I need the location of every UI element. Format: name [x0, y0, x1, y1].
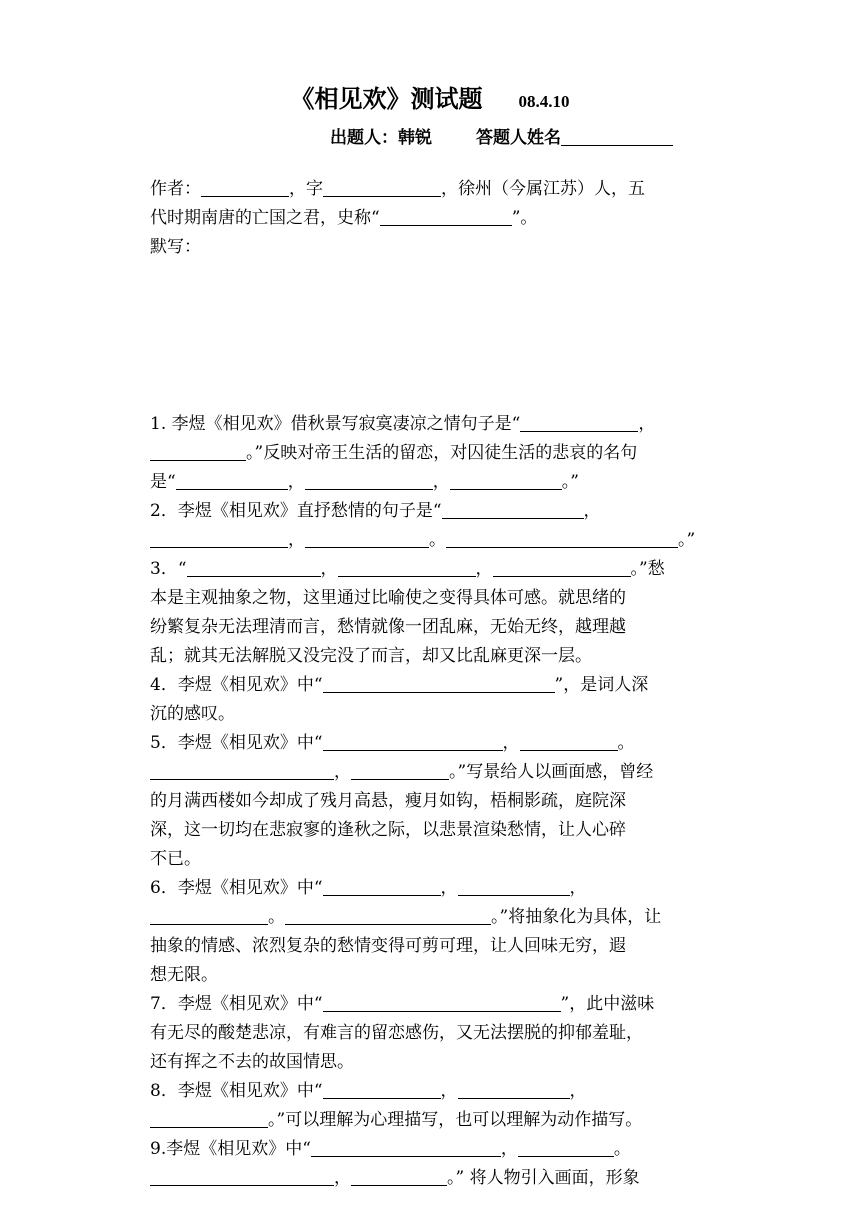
q9-line-1 — [150, 1135, 716, 1164]
q2-text: 2．李煜《相见欢》直抒愁情的句子是“ — [150, 501, 442, 521]
q2-comma: ， — [583, 501, 601, 521]
q1-line-2 — [150, 439, 716, 468]
q7-text-2: ”，此中滋味 — [560, 994, 655, 1014]
intro-section — [150, 175, 716, 262]
name-blank[interactable] — [561, 128, 673, 146]
q8-blank-3[interactable] — [150, 1110, 268, 1128]
q8-line-2 — [150, 1106, 716, 1135]
courtesy-name-blank[interactable] — [323, 179, 441, 197]
q5-text-2: 。”写景给人以画面感，曾经 — [449, 762, 654, 782]
q6-blank-3[interactable] — [150, 907, 268, 925]
title-text: 《相见欢》测试题 — [290, 84, 483, 113]
q3-text-4: 纷繁复杂无法理清而言，愁情就像一团乱麻，无始无终，越理越 — [150, 617, 626, 637]
q1-comma-2: ， — [287, 472, 305, 492]
q6-line-2 — [150, 903, 716, 932]
intro-end: ”。 — [511, 208, 538, 228]
q1-text-3: 是“ — [150, 472, 176, 492]
q5-line-2 — [150, 758, 716, 787]
q1-end: 。” — [561, 472, 579, 492]
q3-blank-1[interactable] — [187, 559, 321, 577]
q5-text-5: 不已。 — [150, 849, 201, 869]
q5-blank-3[interactable] — [150, 762, 334, 780]
q6-text: 6．李煜《相见欢》中“ — [150, 878, 323, 898]
q6-line-1 — [150, 874, 716, 903]
q1-line-1 — [150, 410, 716, 439]
q4-blank-1[interactable] — [323, 675, 555, 693]
q5-period: 。 — [617, 733, 635, 753]
q5-comma-2: ， — [334, 762, 351, 782]
q9-line-2 — [150, 1164, 716, 1193]
q9-blank-4[interactable] — [351, 1168, 447, 1186]
q9-period: 。 — [613, 1139, 631, 1159]
q7-text-4: 还有挥之不去的故国情思。 — [150, 1052, 354, 1072]
q4-line-1 — [150, 671, 716, 700]
q2-blank-3[interactable] — [305, 530, 429, 548]
q5-blank-1[interactable] — [323, 733, 503, 751]
q3-text-3: 本是主观抽象之物，这里通过比喻使之变得具体可感。就思绪的 — [150, 588, 626, 608]
q2-blank-2[interactable] — [150, 530, 288, 548]
q3-blank-3[interactable] — [493, 559, 631, 577]
q8-comma: ， — [440, 1081, 458, 1101]
q9-blank-3[interactable] — [150, 1168, 334, 1186]
q1-comma-3: ， — [432, 472, 450, 492]
q7-text-3: 有无尽的酸楚悲凉，有难言的留恋感伤，又无法摆脱的抑郁羞耻， — [150, 1023, 643, 1043]
title-known-label: 代时期南唐的亡国之君，史称“ — [150, 208, 380, 228]
q1-blank-3[interactable] — [176, 472, 288, 490]
q2-end: 。” — [678, 530, 696, 550]
q6-text-2: 。”将抽象化为具体，让 — [491, 907, 662, 927]
q6-text-3: 抽象的情感、浓烈复杂的愁情变得可剪可理，让人回味无穷，遐 — [150, 936, 626, 956]
q2-blank-1[interactable] — [442, 501, 584, 519]
q1-line-3 — [150, 468, 716, 497]
q9-blank-1[interactable] — [311, 1139, 501, 1157]
q5-blank-4[interactable] — [351, 762, 449, 780]
q1-blank-1[interactable] — [520, 414, 638, 432]
q3-comma: ， — [320, 559, 338, 579]
author-label: 作者： — [150, 179, 201, 199]
q6-comma: ， — [440, 878, 458, 898]
setter-line — [330, 124, 673, 152]
title-known-blank[interactable] — [380, 208, 512, 226]
page-title — [0, 84, 860, 117]
q1-comma: ， — [638, 414, 656, 434]
q8-blank-2[interactable] — [458, 1081, 570, 1099]
questions-section — [150, 410, 716, 1193]
q5-text: 5．李煜《相见欢》中“ — [150, 733, 323, 753]
q6-text-4: 想无限。 — [150, 965, 218, 985]
author-blank[interactable] — [201, 179, 289, 197]
q3-text: 3．“ — [150, 559, 187, 579]
q6-blank-4[interactable] — [285, 907, 491, 925]
q8-blank-1[interactable] — [323, 1081, 441, 1099]
q4-text-2: ”，是词人深 — [554, 675, 649, 695]
q3-line-1 — [150, 555, 716, 584]
q1-text-2: 。”反映对帝王生活的留恋，对囚徒生活的悲哀的名句 — [246, 443, 638, 463]
q5-line-1 — [150, 729, 716, 758]
q6-comma-2: ， — [569, 878, 587, 898]
q8-text: 8．李煜《相见欢》中“ — [150, 1081, 323, 1101]
q6-blank-1[interactable] — [323, 878, 441, 896]
courtesy-name-label: ，字 — [289, 179, 323, 199]
q2-line-1 — [150, 497, 716, 526]
q3-text-2: 。”愁 — [630, 559, 665, 579]
q2-line-2 — [150, 526, 716, 555]
q7-text: 7．李煜《相见欢》中“ — [150, 994, 323, 1014]
q9-text-2: 。” 将人物引入画面，形象 — [447, 1168, 640, 1188]
q2-blank-4[interactable] — [446, 530, 678, 548]
origin-text: ，徐州（今属江苏）人，五 — [441, 179, 645, 199]
q2-comma-2: ， — [288, 530, 305, 550]
q1-text: 1. 李煜《相见欢》借秋景写寂寞凄凉之情句子是“ — [150, 414, 521, 434]
q7-line-1 — [150, 990, 716, 1019]
q5-text-3: 的月满西楼如今却成了残月高悬，瘦月如钩，梧桐影疏，庭院深 — [150, 791, 626, 811]
q6-period: 。 — [268, 907, 285, 927]
q8-text-2: 。”可以理解为心理描写，也可以理解为动作描写。 — [268, 1110, 643, 1130]
answerer-label: 答题人姓名 — [476, 128, 561, 148]
q5-comma: ， — [502, 733, 520, 753]
q1-blank-4[interactable] — [305, 472, 433, 490]
date-text: 08.4.10 — [518, 92, 570, 111]
q2-period: 。 — [429, 530, 446, 550]
q5-text-4: 深，这一切均在悲寂寥的逢秋之际，以悲景渲染愁情，让人心碎 — [150, 820, 626, 840]
q8-line-1 — [150, 1077, 716, 1106]
q1-blank-2[interactable] — [150, 443, 246, 461]
q9-comma-2: ， — [334, 1168, 351, 1188]
q3-text-5: 乱；就其无法解脱又没完没了而言，却又比乱麻更深一层。 — [150, 646, 592, 666]
q8-comma-2: ， — [569, 1081, 587, 1101]
q5-blank-2[interactable] — [520, 733, 618, 751]
q6-blank-2[interactable] — [458, 878, 570, 896]
q9-blank-2[interactable] — [518, 1139, 614, 1157]
setter-label: 出题人：韩锐 — [330, 128, 432, 148]
q3-comma-2: ， — [475, 559, 493, 579]
q9-text: 9.李煜《相见欢》中“ — [150, 1139, 311, 1159]
q4-text: 4．李煜《相见欢》中“ — [150, 675, 323, 695]
q4-text-3: 沉的感叹。 — [150, 704, 235, 724]
dictation-label: 默写： — [150, 237, 201, 257]
q3-blank-2[interactable] — [338, 559, 476, 577]
q1-blank-5[interactable] — [450, 472, 562, 490]
q9-comma: ， — [500, 1139, 518, 1159]
q7-blank-1[interactable] — [323, 994, 561, 1012]
